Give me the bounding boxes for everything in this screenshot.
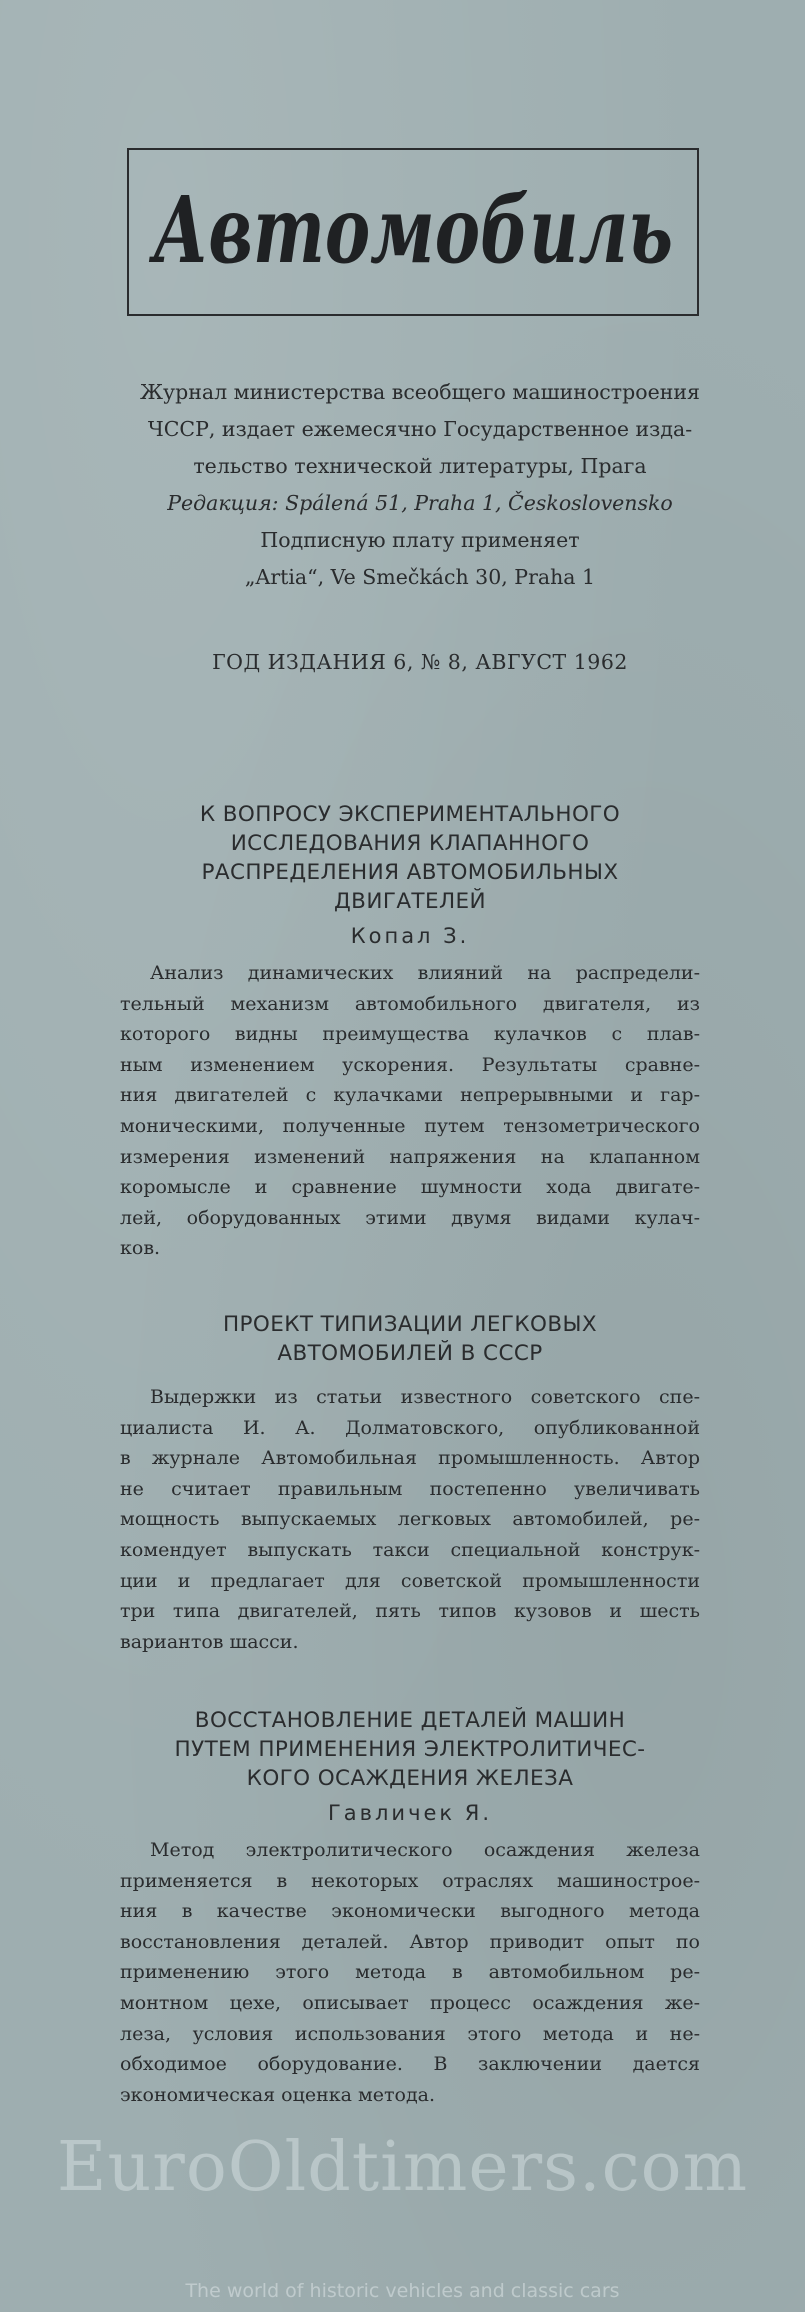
article-title <box>120 1706 700 1793</box>
body-line: применению этого метода в автомобильном ре- <box>120 1961 700 1984</box>
body-line: ния двигателей с кулачками непрерывными и гар- <box>120 1084 700 1107</box>
body-line: леза, условия использования этого метода и не- <box>120 2022 700 2045</box>
site-watermark-tagline: The world of historic vehicles and classic cars <box>185 2280 620 2302</box>
article <box>120 1706 700 2110</box>
masthead-line: Журнал министерства всеобщего машиностроения <box>140 380 700 404</box>
body-line: ков. <box>120 1237 161 1260</box>
body-line: три типа двигателей, пять типов кузовов и шесть <box>120 1600 700 1623</box>
issue-line: ГОД ИЗДАНИЯ 6, № 8, АВГУСТ 1962 <box>212 650 628 674</box>
body-line: измерения изменений напряжения на клапанном <box>120 1145 700 1168</box>
article-body <box>120 1835 700 2110</box>
body-line: не считает правильным постепенно увеличивать <box>120 1477 700 1500</box>
article-author: Копал З. <box>350 924 470 948</box>
body-line: тельный механизм автомобильного двигателя, из <box>120 992 700 1015</box>
site-watermark: EuroOldtimers.com <box>56 2128 749 2207</box>
article-body <box>120 1382 700 1657</box>
article <box>120 1310 700 1657</box>
body-line: Выдержки из статьи известного советского спе- <box>150 1386 700 1408</box>
body-line: лей, оборудованных этими двумя видами кулач- <box>120 1206 700 1229</box>
body-line: Анализ динамических влияний на распредели- <box>150 962 700 984</box>
title-line: ВОССТАНОВЛЕНИЕ ДЕТАЛЕЙ МАШИН <box>194 1708 626 1733</box>
body-line: обходимое оборудование. В заключении дается <box>120 2053 700 2076</box>
logo-text: Автомобиль <box>148 176 673 284</box>
masthead <box>120 374 720 596</box>
body-line: ции и предлагает для советской промышленности <box>120 1569 700 1592</box>
body-line: комендует выпускать такси специальной конструк- <box>120 1538 700 1561</box>
body-line: моническими, полученные путем тензометрического <box>120 1114 700 1137</box>
article-title <box>120 1310 700 1368</box>
article-title <box>120 800 700 916</box>
body-line: применяется в некоторых отраслях машинострое- <box>120 1869 700 1892</box>
body-line: которого видны преимущества кулачков с плав- <box>120 1023 700 1046</box>
title-line: К ВОПРОСУ ЭКСПЕРИМЕНТАЛЬНОГО <box>199 802 621 827</box>
title-line: ПРОЕКТ ТИПИЗАЦИИ ЛЕГКОВЫХ <box>222 1312 598 1337</box>
title-line: ДВИГАТЕЛЕЙ <box>333 889 486 914</box>
body-line: в журнале Автомобильная промышленность. Автор <box>120 1447 700 1470</box>
article-body <box>120 958 700 1264</box>
body-line: Метод электролитического осаждения железа <box>150 1839 700 1861</box>
body-line: восстановления деталей. Автор приводит опыт по <box>120 1930 700 1953</box>
article <box>120 800 700 1264</box>
masthead-line: тельство технической литературы, Прага <box>193 454 647 478</box>
body-line: ным изменением ускорения. Результаты сравне- <box>120 1053 700 1076</box>
body-line: ния в качестве экономически выгодного метода <box>120 1900 700 1923</box>
magazine-logo <box>127 148 699 316</box>
title-line: РАСПРЕДЕЛЕНИЯ АВТОМОБИЛЬНЫХ <box>201 860 619 885</box>
article-author: Гавличек Я. <box>327 1801 493 1825</box>
title-line: АВТОМОБИЛЕЙ В СССР <box>277 1341 543 1366</box>
title-line: КОГО ОСАЖДЕНИЯ ЖЕЛЕЗА <box>246 1766 574 1791</box>
logo-lettering <box>129 150 697 314</box>
subscription-agency: „Artia“, Ve Smečkách 30, Praha 1 <box>244 565 596 589</box>
title-line: ИССЛЕДОВАНИЯ КЛАПАННОГО <box>230 831 590 856</box>
body-line: циалиста И. А. Долматовского, опубликованной <box>120 1416 700 1439</box>
body-line: экономическая оценка метода. <box>120 2083 436 2106</box>
body-line: монтном цехе, описывает процесс осаждения же- <box>120 1991 700 2014</box>
body-line: вариантов шасси. <box>120 1630 299 1653</box>
body-line: коромысле и сравнение шумности хода двигате- <box>120 1176 700 1199</box>
body-line: мощность выпускаемых легковых автомобилей, ре- <box>120 1508 700 1531</box>
subscription-note: Подписную плату применяет <box>260 528 580 552</box>
editorial-address: Редакция: Spálená 51, Praha 1, Československo <box>167 491 673 515</box>
masthead-line: ЧССР, издает ежемесячно Государственное изда- <box>147 417 693 441</box>
title-line: ПУТЕМ ПРИМЕНЕНИЯ ЭЛЕКТРОЛИТИЧЕС- <box>174 1737 646 1762</box>
